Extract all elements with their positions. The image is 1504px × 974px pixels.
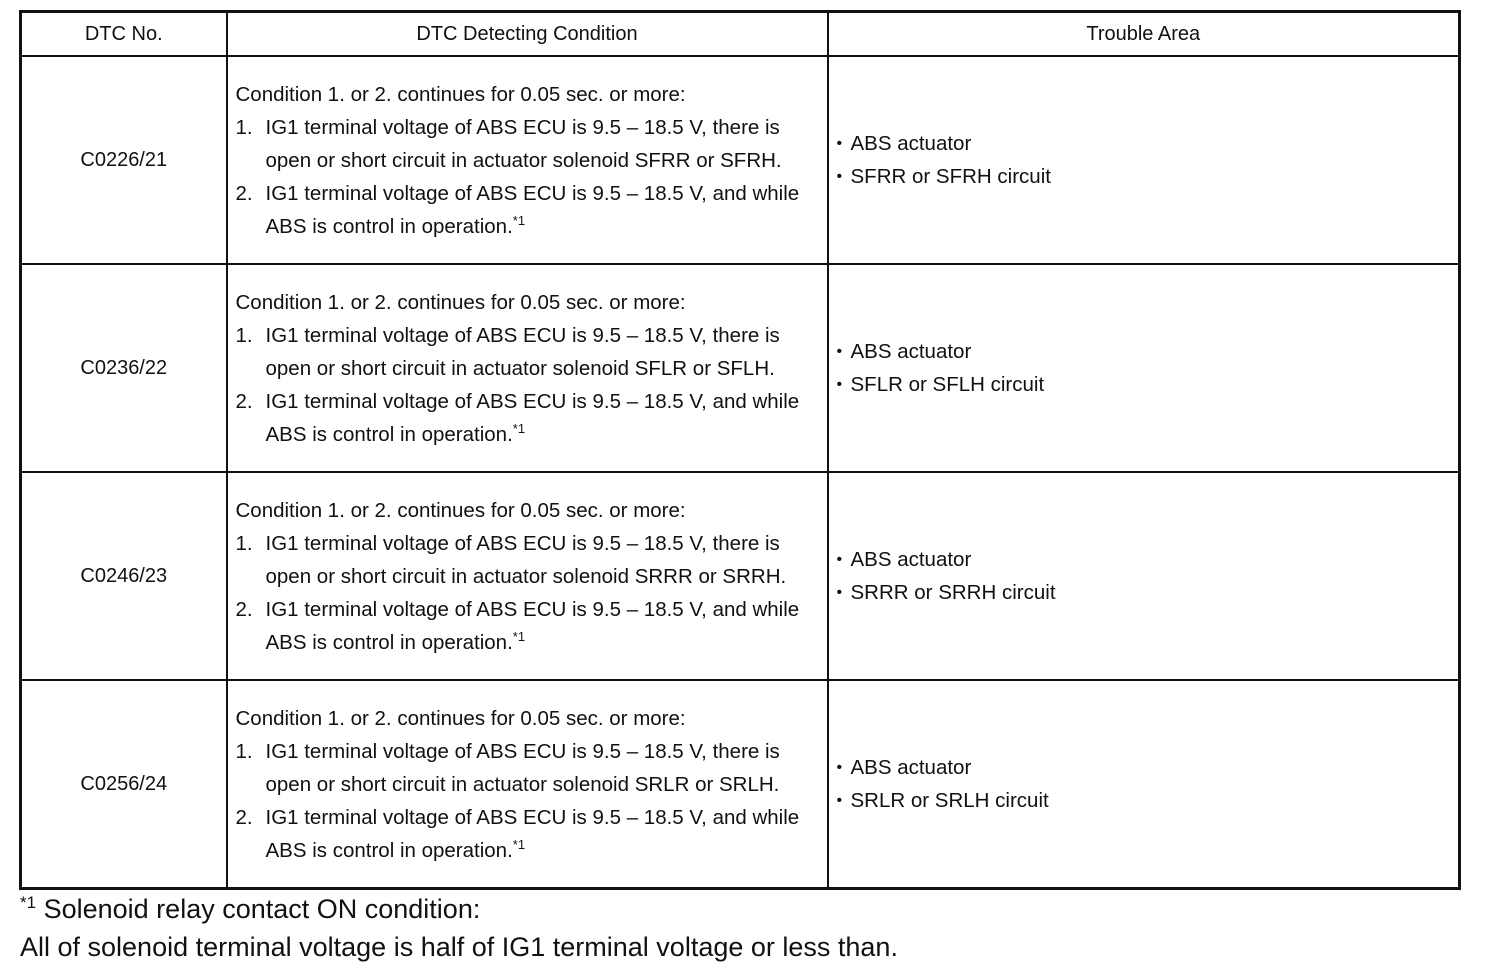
trouble-area-item — [837, 160, 1459, 193]
condition-item-2 — [236, 801, 819, 867]
trouble-area-text: ABS actuator — [850, 548, 972, 571]
condition-text-wrap — [266, 593, 819, 659]
dtc-code: C0236/22 — [21, 264, 227, 472]
condition-number: 1. — [235, 531, 253, 555]
trouble-area-item — [837, 335, 1459, 368]
condition-item-2 — [236, 593, 819, 659]
condition-text: IG1 terminal voltage of ABS ECU is 9.5 – 18.5 V, there is open or short circuit in actuator solenoid SFRR or SFRH. — [265, 115, 782, 172]
footnote-marker: *1 — [512, 420, 526, 436]
header-row — [21, 12, 1460, 57]
detecting-condition — [227, 264, 828, 472]
trouble-area-text: SFRR or SFRH circuit — [850, 165, 1051, 188]
detecting-condition — [227, 680, 828, 889]
footnote-marker: *1 — [512, 628, 526, 644]
condition-item-2 — [236, 385, 819, 451]
dtc-table — [19, 10, 1461, 890]
bullet-icon: • — [836, 168, 843, 185]
condition-text: IG1 terminal voltage of ABS ECU is 9.5 – 18.5 V, and while ABS is control in operation. — [265, 597, 800, 654]
footnote — [20, 890, 898, 966]
bullet-icon: • — [836, 551, 843, 568]
condition-number: 2. — [235, 181, 253, 205]
condition-intro: Condition 1. or 2. continues for 0.05 sec. or more: — [235, 290, 686, 314]
trouble-area-item — [837, 543, 1459, 576]
table-row — [21, 56, 1460, 264]
trouble-area — [828, 264, 1460, 472]
condition-number: 1. — [235, 115, 253, 139]
table-body — [21, 56, 1460, 889]
condition-number: 1. — [235, 323, 253, 347]
table-row — [21, 264, 1460, 472]
bullet-icon: • — [836, 759, 843, 776]
condition-text: IG1 terminal voltage of ABS ECU is 9.5 – 18.5 V, there is open or short circuit in actuator solenoid SRLR or SRLH. — [265, 739, 780, 796]
trouble-area-text: SRLR or SRLH circuit — [850, 789, 1049, 812]
bullet-icon: • — [836, 343, 843, 360]
bullet-icon: • — [836, 135, 843, 152]
footnote-title: Solenoid relay contact ON condition: — [43, 894, 481, 924]
dtc-code: C0256/24 — [21, 680, 227, 889]
header-trouble-area: Trouble Area — [828, 12, 1460, 57]
trouble-area-text: ABS actuator — [850, 132, 972, 155]
dtc-code: C0246/23 — [21, 472, 227, 680]
trouble-area-item — [837, 127, 1459, 160]
condition-text: IG1 terminal voltage of ABS ECU is 9.5 – 18.5 V, and while ABS is control in operation. — [265, 805, 800, 862]
condition-number: 2. — [235, 805, 253, 829]
condition-item-1 — [236, 527, 819, 593]
condition-item-2 — [236, 177, 819, 243]
detecting-condition — [227, 56, 828, 264]
condition-item-1 — [236, 111, 819, 177]
footnote-marker: *1 — [512, 836, 526, 852]
trouble-area-item — [837, 751, 1459, 784]
trouble-area-text: SFLR or SFLH circuit — [850, 373, 1045, 396]
trouble-area — [828, 680, 1460, 889]
dtc-code: C0226/21 — [21, 56, 227, 264]
header-dtc-no: DTC No. — [21, 12, 227, 57]
condition-intro: Condition 1. or 2. continues for 0.05 sec. or more: — [235, 706, 686, 730]
condition-number: 1. — [235, 739, 253, 763]
footnote-line-2: All of solenoid terminal voltage is half of IG1 terminal voltage or less than. — [20, 932, 898, 962]
condition-text: IG1 terminal voltage of ABS ECU is 9.5 – 18.5 V, there is open or short circuit in actuator solenoid SRRR or SRRH. — [265, 531, 787, 588]
footnote-line-1 — [20, 890, 898, 928]
footnote-marker: *1 — [512, 212, 526, 228]
trouble-area — [828, 472, 1460, 680]
condition-text-wrap — [266, 385, 819, 451]
table-row — [21, 680, 1460, 889]
trouble-area-item — [837, 576, 1459, 609]
condition-text-wrap — [266, 177, 819, 243]
bullet-icon: • — [836, 584, 843, 601]
trouble-area-text: SRRR or SRRH circuit — [850, 581, 1056, 604]
trouble-area-item — [837, 368, 1459, 401]
table-row — [21, 472, 1460, 680]
trouble-area-item — [837, 784, 1459, 817]
bullet-icon: • — [836, 792, 843, 809]
trouble-area-text: ABS actuator — [850, 756, 972, 779]
condition-text: IG1 terminal voltage of ABS ECU is 9.5 – 18.5 V, there is open or short circuit in actuator solenoid SFLR or SFLH. — [265, 323, 780, 380]
detecting-condition — [227, 472, 828, 680]
trouble-area — [828, 56, 1460, 264]
trouble-area-text: ABS actuator — [850, 340, 972, 363]
header-detecting-condition: DTC Detecting Condition — [227, 12, 828, 57]
condition-text-wrap — [266, 801, 819, 867]
condition-number: 2. — [235, 597, 253, 621]
condition-text: IG1 terminal voltage of ABS ECU is 9.5 – 18.5 V, and while ABS is control in operation. — [265, 389, 800, 446]
bullet-icon: • — [836, 376, 843, 393]
condition-number: 2. — [235, 389, 253, 413]
footnote-marker: *1 — [20, 893, 37, 912]
condition-item-1 — [236, 319, 819, 385]
condition-intro: Condition 1. or 2. continues for 0.05 sec. or more: — [235, 82, 686, 106]
condition-intro: Condition 1. or 2. continues for 0.05 sec. or more: — [235, 498, 686, 522]
condition-item-1 — [236, 735, 819, 801]
table-header — [21, 12, 1460, 57]
condition-text: IG1 terminal voltage of ABS ECU is 9.5 – 18.5 V, and while ABS is control in operation. — [265, 181, 800, 238]
